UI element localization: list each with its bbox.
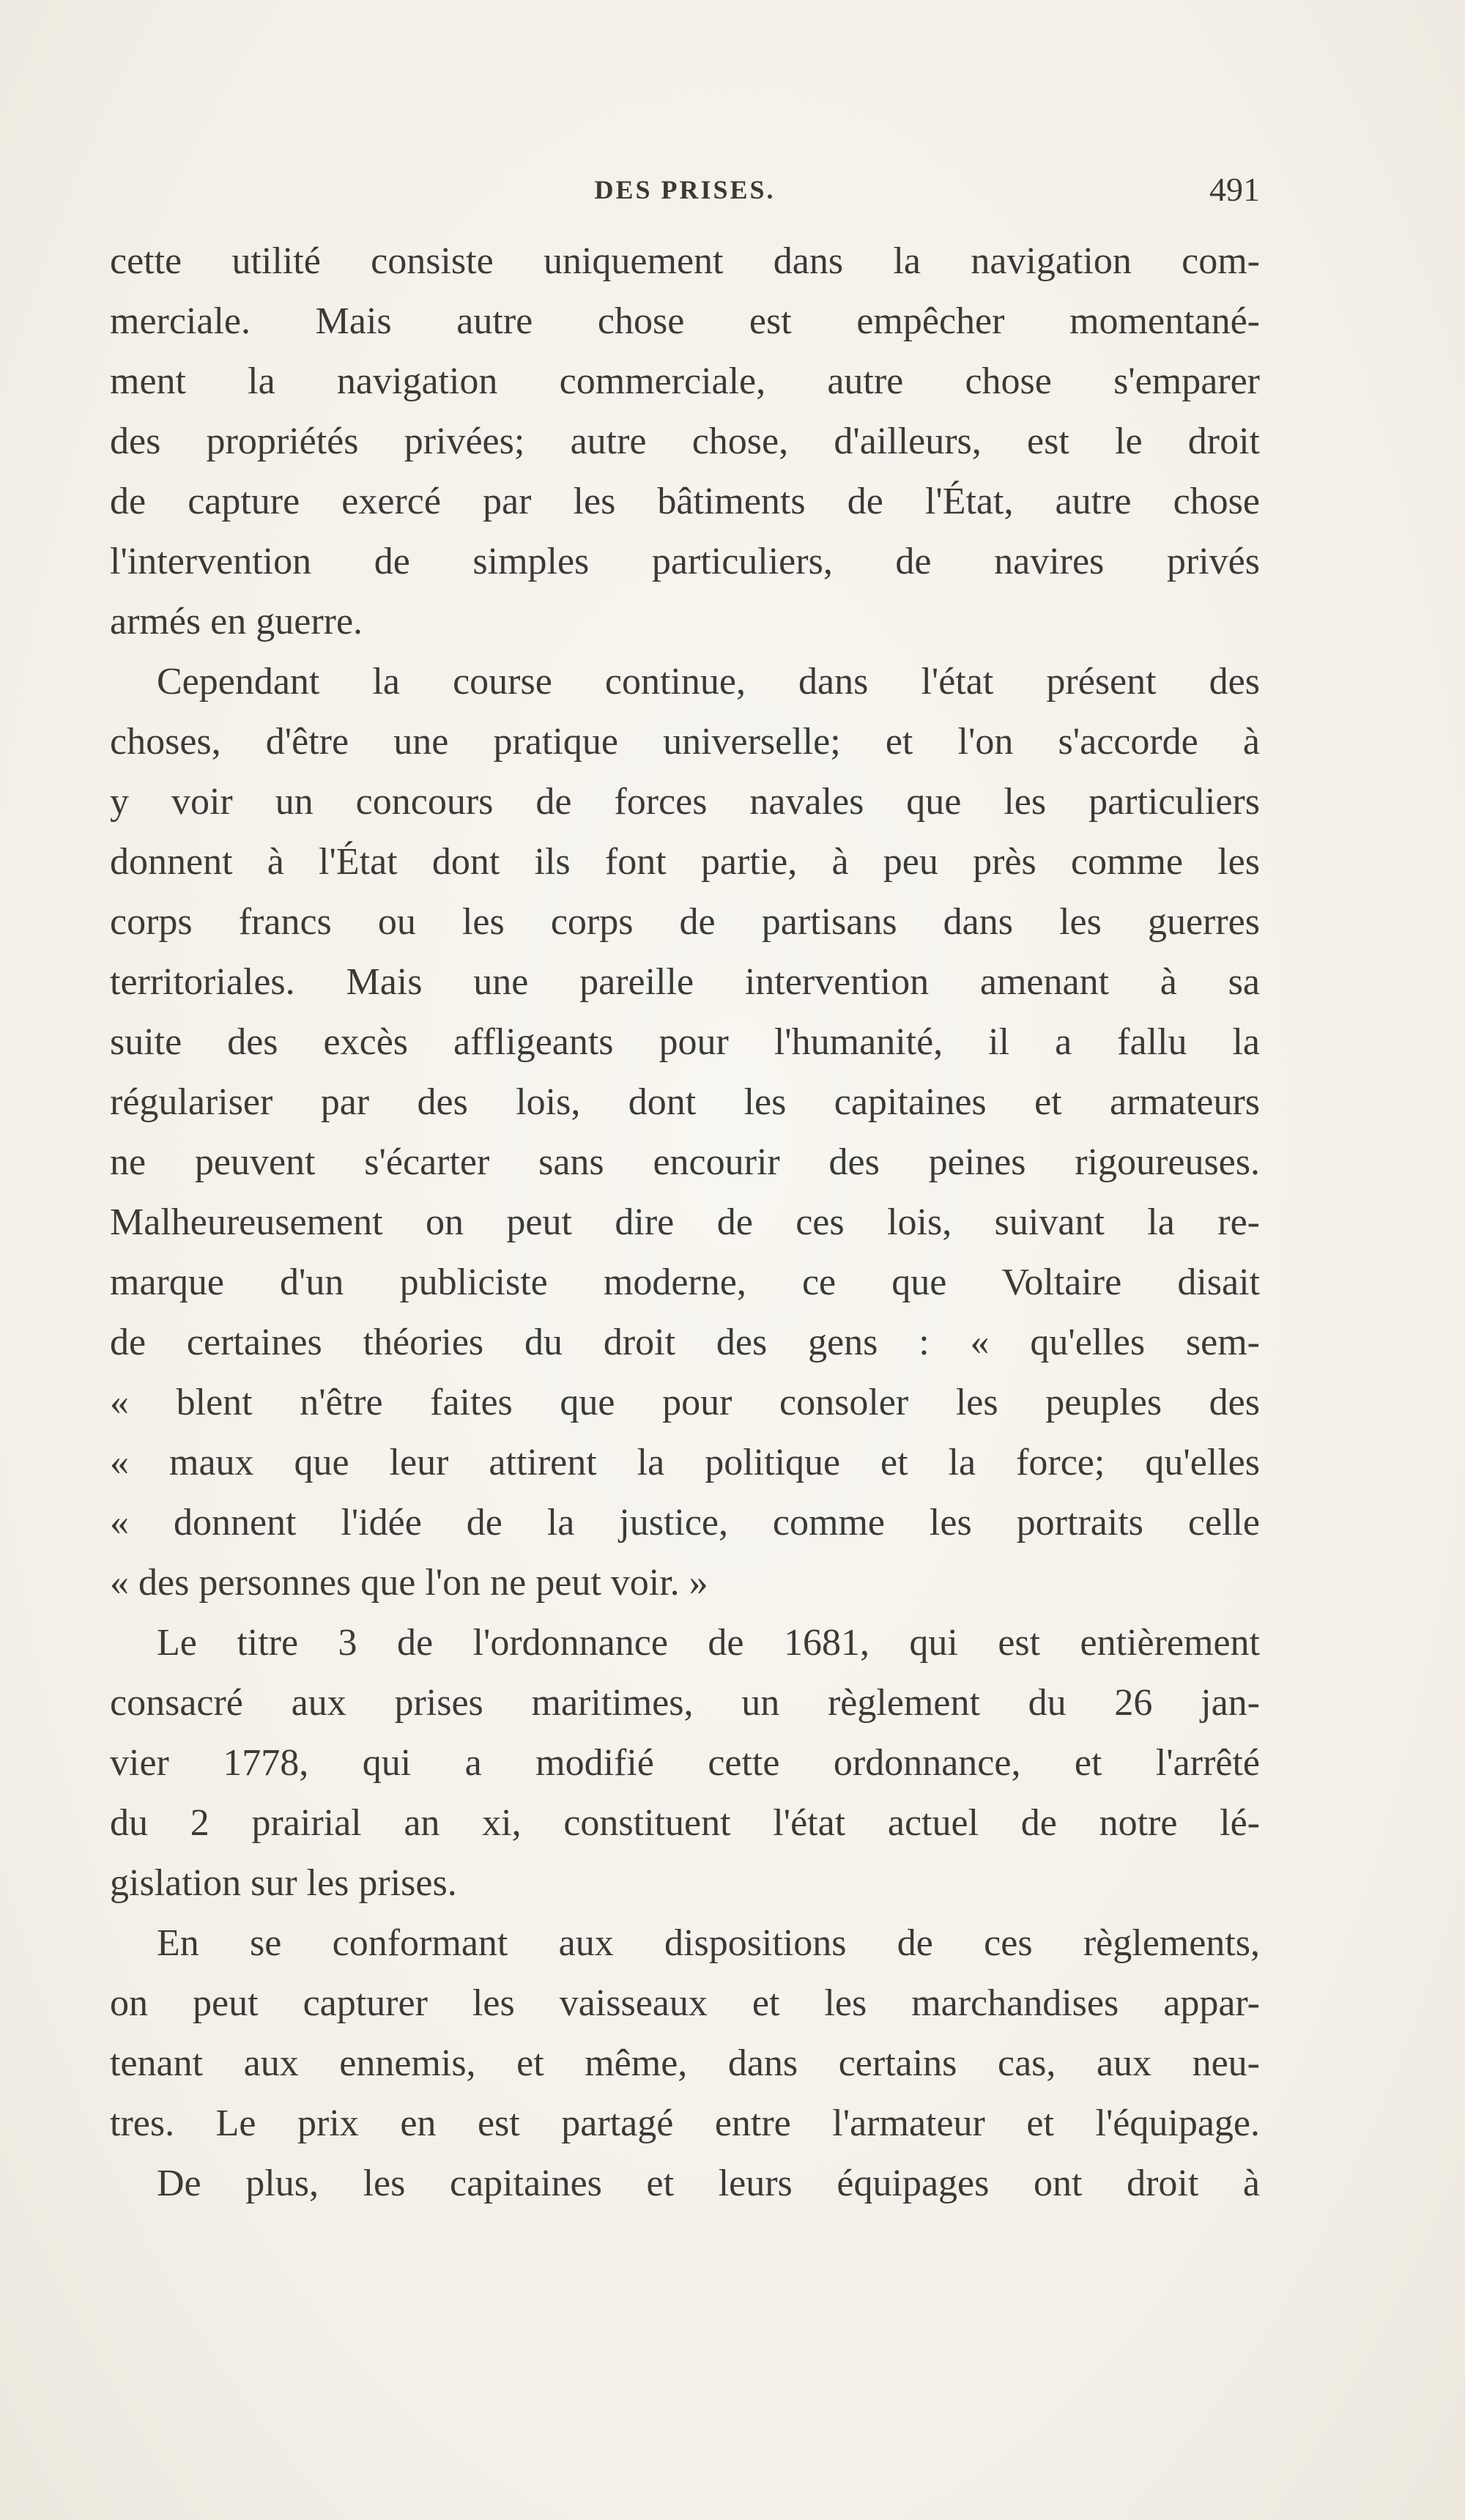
text-line: de capture exercé par les bâtiments de l'État, autre chose [110, 481, 1260, 522]
running-head: DES PRISES. [594, 175, 776, 204]
text-line: suite des excès affligeants pour l'humanité, il a fallu la [110, 1021, 1260, 1063]
text-line: « maux que leur attirent la politique et la force; qu'elles [110, 1442, 1260, 1483]
text-line: vier 1778, qui a modifié cette ordonnance, et l'arrêté [110, 1742, 1260, 1784]
text-line: marque d'un publiciste moderne, ce que Voltaire disait [110, 1261, 1260, 1303]
text-line: En se conformant aux dispositions de ces règlements, [157, 1922, 1260, 1964]
text-line: « blent n'être faites que pour consoler les peuples des [110, 1382, 1260, 1423]
page-header [110, 171, 1260, 218]
body-text [110, 231, 1260, 2214]
text-line: tenant aux ennemis, et même, dans certains cas, aux neu- [110, 2042, 1260, 2084]
text-line: De plus, les capitaines et leurs équipages ont droit à [157, 2163, 1260, 2204]
text-line: donnent à l'État dont ils font partie, à peu près comme les [110, 841, 1260, 883]
text-line: de certaines théories du droit des gens : « qu'elles sem- [110, 1322, 1260, 1363]
text-line: consacré aux prises maritimes, un règlement du 26 jan- [110, 1682, 1260, 1724]
text-line: du 2 prairial an xi, constituent l'état actuel de notre lé- [110, 1802, 1260, 1844]
text-line: y voir un concours de forces navales que les particuliers [110, 781, 1260, 823]
page-number: 491 [1209, 171, 1260, 208]
text-line: Le titre 3 de l'ordonnance de 1681, qui est entièrement [157, 1622, 1260, 1664]
text-line: on peut capturer les vaisseaux et les marchandises appar- [110, 1982, 1260, 2024]
text-line: ne peuvent s'écarter sans encourir des peines rigoureuses. [110, 1141, 1260, 1183]
text-line: corps francs ou les corps de partisans dans les guerres [110, 901, 1260, 943]
text-line: « donnent l'idée de la justice, comme les portraits celle [110, 1502, 1260, 1544]
text-line: « des personnes que l'on ne peut voir. » [110, 1562, 708, 1604]
text-line: l'intervention de simples particuliers, de navires privés [110, 541, 1260, 582]
text-line: Cependant la course continue, dans l'état présent des [157, 661, 1260, 703]
text-line: gislation sur les prises. [110, 1862, 457, 1904]
text-line: régulariser par des lois, dont les capitaines et armateurs [110, 1081, 1260, 1123]
text-line: ment la navigation commerciale, autre chose s'emparer [110, 360, 1260, 402]
text-line: armés en guerre. [110, 601, 363, 642]
text-line: territoriales. Mais une pareille intervention amenant à sa [110, 961, 1260, 1003]
text-line: cette utilité consiste uniquement dans la navigation com- [110, 240, 1260, 282]
text-line: des propriétés privées; autre chose, d'ailleurs, est le droit [110, 420, 1260, 462]
text-line: Malheureusement on peut dire de ces lois, suivant la re- [110, 1201, 1260, 1243]
text-line: choses, d'être une pratique universelle; et l'on s'accorde à [110, 721, 1260, 763]
text-line: merciale. Mais autre chose est empêcher momentané- [110, 300, 1260, 342]
text-line: tres. Le prix en est partagé entre l'armateur et l'équipage. [110, 2102, 1260, 2144]
